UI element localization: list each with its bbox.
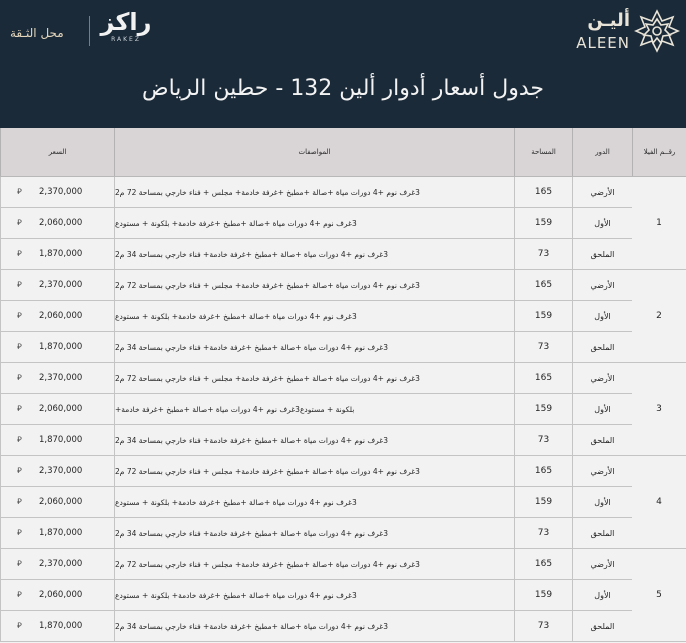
aleen-logo: [570, 8, 680, 54]
price-value: 2,060,000: [39, 590, 83, 600]
table-row: [0, 425, 632, 456]
floor-cell: الملحق: [572, 611, 632, 641]
riyal-currency-icon: ⃁: [17, 559, 22, 568]
area-cell: 73: [514, 332, 572, 362]
table-row: [0, 394, 632, 425]
area-cell: 165: [514, 456, 572, 486]
price-value: 2,060,000: [39, 311, 83, 321]
floor-cell: الأرضي: [572, 270, 632, 300]
table-row: [0, 270, 632, 301]
table-row: [0, 518, 632, 549]
header-specifications: المواصفات: [114, 128, 514, 176]
spec-cell: 3غرف نوم +4 دورات مياة +صالة +مطبخ +غرفة خادمة+ مجلس + فناء خارجي بمساحة 72 م2: [114, 177, 514, 207]
area-cell: 165: [514, 177, 572, 207]
price-cell: [0, 177, 114, 207]
floor-cell: الأرضي: [572, 177, 632, 207]
area-cell: 165: [514, 549, 572, 579]
spec-cell: 3غرف نوم +4 دورات مياة +صالة +مطبخ +غرفة خادمة+ فناء خارجي بمساحة 34 م2: [114, 611, 514, 641]
price-cell: [0, 208, 114, 238]
trust-tagline: محل الثـقة: [10, 26, 64, 40]
table-row: [0, 332, 632, 363]
price-cell: [0, 363, 114, 393]
price-cell: [0, 425, 114, 455]
floor-cell: الأول: [572, 394, 632, 424]
floor-cell: الملحق: [572, 332, 632, 362]
floor-cell: الأول: [572, 580, 632, 610]
riyal-currency-icon: ⃁: [17, 528, 22, 537]
spec-cell: 3غرف نوم +4 دورات مياة +صالة +مطبخ +غرفة خادمة+ بلكونة + مستودع: [114, 301, 514, 331]
price-value: 1,870,000: [39, 342, 83, 352]
rakez-english-wordmark: RAKEZ: [111, 36, 141, 43]
rakez-arabic-wordmark: راكز: [100, 8, 152, 36]
spec-cell: 3غرف نوم +4 دورات مياة +صالة +مطبخ +غرفة خادمة+ فناء خارجي بمساحة 34 م2: [114, 239, 514, 269]
area-cell: 159: [514, 580, 572, 610]
table-row: [0, 363, 632, 394]
price-value: 2,370,000: [39, 466, 83, 476]
price-cell: [0, 580, 114, 610]
price-value: 2,370,000: [39, 280, 83, 290]
villa-number-cell: 4: [632, 456, 686, 549]
spec-cell: 3غرف نوم +4 دورات مياة +صالة +مطبخ +غرفة خادمة+ بلكونة + مستودع: [114, 208, 514, 238]
price-cell: [0, 487, 114, 517]
riyal-currency-icon: ⃁: [17, 590, 22, 599]
aleen-star-icon: [634, 8, 680, 54]
table-row: [0, 239, 632, 270]
floor-cell: الأول: [572, 208, 632, 238]
area-cell: 165: [514, 270, 572, 300]
price-value: 1,870,000: [39, 249, 83, 259]
spec-cell: 3غرف نوم +4 دورات مياة +صالة +مطبخ +غرفة خادمة+ بلكونة + مستودع: [114, 487, 514, 517]
floor-cell: الملحق: [572, 518, 632, 548]
riyal-currency-icon: ⃁: [17, 435, 22, 444]
spec-cell: 3غرف نوم +4 دورات مياة +صالة +مطبخ +غرفة خادمة+ مجلس + فناء خارجي بمساحة 72 م2: [114, 456, 514, 486]
header-area: المساحة: [514, 128, 572, 176]
area-cell: 159: [514, 208, 572, 238]
price-value: 2,370,000: [39, 187, 83, 197]
price-cell: [0, 518, 114, 548]
floor-cell: الأرضي: [572, 549, 632, 579]
area-cell: 165: [514, 363, 572, 393]
table-row: [0, 456, 632, 487]
table-header: [0, 128, 686, 177]
riyal-currency-icon: ⃁: [17, 404, 22, 413]
floor-cell: الأول: [572, 301, 632, 331]
villa-number-cell: 2: [632, 270, 686, 363]
area-cell: 73: [514, 611, 572, 641]
area-cell: 73: [514, 239, 572, 269]
spec-cell: 3غرف نوم +4 دورات مياة +صالة +مطبخ +غرفة خادمة+ فناء خارجي بمساحة 34 م2: [114, 332, 514, 362]
floor-cell: الملحق: [572, 239, 632, 269]
riyal-currency-icon: ⃁: [17, 466, 22, 475]
table-row: [0, 301, 632, 332]
header-price: السعر: [0, 128, 114, 176]
price-value: 2,060,000: [39, 497, 83, 507]
price-table: [0, 128, 686, 643]
riyal-currency-icon: ⃁: [17, 342, 22, 351]
price-value: 2,060,000: [39, 218, 83, 228]
table-row: [0, 177, 632, 208]
price-cell: [0, 394, 114, 424]
floor-cell: الأول: [572, 487, 632, 517]
floor-cell: الملحق: [572, 425, 632, 455]
table-row: [0, 580, 632, 611]
price-value: 1,870,000: [39, 528, 83, 538]
floor-cell: الأرضي: [572, 363, 632, 393]
price-value: 1,870,000: [39, 435, 83, 445]
area-cell: 159: [514, 487, 572, 517]
table-row: [0, 549, 632, 580]
riyal-currency-icon: ⃁: [17, 218, 22, 227]
rakez-logo: [100, 8, 152, 54]
area-cell: 73: [514, 425, 572, 455]
aleen-english-wordmark: ALEEN: [576, 34, 630, 52]
spec-cell: 3غرف نوم +4 دورات مياة +صالة +مطبخ +غرفة خادمة+ فناء خارجي بمساحة 34 م2: [114, 425, 514, 455]
riyal-currency-icon: ⃁: [17, 249, 22, 258]
price-cell: [0, 301, 114, 331]
page-title: جدول أسعار أدوار ألين 132 - حطين الرياض: [141, 76, 544, 101]
spec-cell: 3غرف نوم +4 دورات مياة +صالة +مطبخ +غرفة خادمة+ فناء خارجي بمساحة 34 م2: [114, 518, 514, 548]
price-cell: [0, 332, 114, 362]
price-cell: [0, 456, 114, 486]
price-value: 2,370,000: [39, 373, 83, 383]
price-cell: [0, 270, 114, 300]
price-value: 1,870,000: [39, 621, 83, 631]
area-cell: 159: [514, 394, 572, 424]
floor-cell: الأرضي: [572, 456, 632, 486]
riyal-currency-icon: ⃁: [17, 373, 22, 382]
price-cell: [0, 239, 114, 269]
spec-cell: 3غرف نوم +4 دورات مياة +صالة +مطبخ +غرفة خادمة+ مجلس + فناء خارجي بمساحة 72 م2: [114, 549, 514, 579]
spec-cell: بلكونة + مستودع3غرف نوم +4 دورات مياة +صالة +مطبخ +غرفة خادمة+: [114, 394, 514, 424]
header-floor: الدور: [572, 128, 632, 176]
spec-cell: 3غرف نوم +4 دورات مياة +صالة +مطبخ +غرفة خادمة+ مجلس + فناء خارجي بمساحة 72 م2: [114, 363, 514, 393]
header-divider: [89, 16, 90, 46]
price-value: 2,060,000: [39, 404, 83, 414]
villa-number-cell: 1: [632, 177, 686, 270]
villa-number-cell: 3: [632, 363, 686, 456]
riyal-currency-icon: ⃁: [17, 497, 22, 506]
area-cell: 159: [514, 301, 572, 331]
spec-cell: 3غرف نوم +4 دورات مياة +صالة +مطبخ +غرفة خادمة+ مجلس + فناء خارجي بمساحة 72 م2: [114, 270, 514, 300]
riyal-currency-icon: ⃁: [17, 621, 22, 630]
villa-number-cell: 5: [632, 549, 686, 642]
riyal-currency-icon: ⃁: [17, 311, 22, 320]
riyal-currency-icon: ⃁: [17, 280, 22, 289]
price-value: 2,370,000: [39, 559, 83, 569]
table-row: [0, 487, 632, 518]
price-cell: [0, 611, 114, 641]
riyal-currency-icon: ⃁: [17, 187, 22, 196]
spec-cell: 3غرف نوم +4 دورات مياة +صالة +مطبخ +غرفة خادمة+ بلكونة + مستودع: [114, 580, 514, 610]
header-villa-number: رقــم الفيلا: [632, 128, 686, 176]
table-row: [0, 611, 632, 642]
header: [0, 0, 686, 62]
area-cell: 73: [514, 518, 572, 548]
table-row: [0, 208, 632, 239]
aleen-arabic-wordmark: أليـن: [587, 10, 630, 31]
price-cell: [0, 549, 114, 579]
